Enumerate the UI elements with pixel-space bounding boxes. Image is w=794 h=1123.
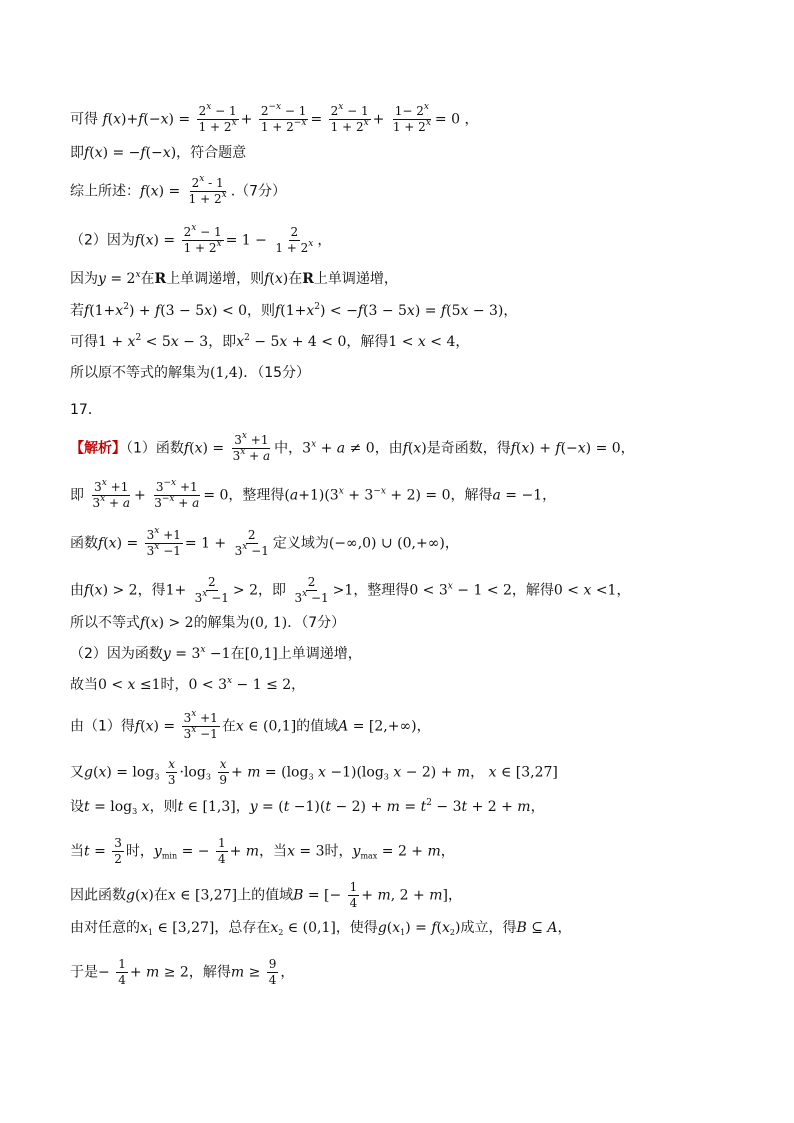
line-14: 所以不等式f(x) > 2的解集为(0, 1)．（7分）	[70, 615, 346, 631]
line-13: 由f(x) > 2，得1+ $\frac{2}{3^x -1}$ > 2，即 $\frac{2}{3^x -1}$ >1，整理得$0 < 3^x - 1 < 2$，解得0 < x <1，	[70, 575, 631, 605]
line-19: 设$t = \log_3 x$，则t ∈ [1,3]，$y = (t -1)(t - 2) + m = t^2 - 3t + 2 + m$，	[70, 798, 545, 816]
line-16: 故当0 < x ≤1时，$0 < 3^x - 1 \le 2$，	[70, 676, 306, 693]
line-8: 所以原不等式的解集为(1,4)．（15分）	[70, 365, 311, 381]
line-10: 【解析】（1）函数f(x) = $\frac{3^x +1}{3^x + a}$ 中，$3^x + a \ne 0$，由f(x)是奇函数，得f(x) + f(−x) = 0，	[70, 431, 635, 463]
line-22: 由对任意的$x_1$ ∈ [3,27]，总存在$x_2$ ∈ (0,1]，使得$g(x_1) = f(x_2)$成立，得B ⊆ A，	[70, 920, 572, 937]
fraction: $\frac{1- 2^x}{1 + 2^x}$	[392, 102, 431, 134]
line-15: （2）因为函数$y = 3^x -1$在[0,1]上单调递增，	[70, 645, 362, 662]
line-3: 综上所述：f(x) = $\frac{2^x - 1}{1 + 2^x}$ .（7分）	[70, 174, 287, 206]
line-9: 17．	[70, 402, 102, 418]
line-1: 可得 f(x)+f(−x) = $\frac{2^x - 1}{1 + 2^x}$ + $\frac{2^{-x} - 1}{1 + 2^{-x}}$ = $\frac{2^x - 1}{1 + 2^x}$ + $\frac{1- 2^x}{1 + 2^x}$ = 0 ，	[70, 102, 479, 134]
analysis-tag: 【解析】	[70, 440, 126, 457]
line-20: 当t = $\frac{3}{2}$ 时，$y_{min}$ = − $\frac{1}{4}$ + m，当x = 3时，$y_{max} = 2 + m$，	[70, 836, 455, 866]
line-6: 若$f(1+x^2) + f(3 - 5x) < 0$，则$f(1+x^2) < -f(3 - 5x) = f(5x - 3)$，	[70, 302, 518, 319]
line-2: 即f(x) = −f(−x)，符合题意	[70, 145, 247, 161]
fraction: $\frac{2^x - 1}{1 + 2^x}$	[198, 102, 237, 134]
line-23: 于是− $\frac{1}{4}$ + m ≥ 2，解得m ≥ $\frac{9}{4}$ ，	[70, 957, 295, 987]
line-7: 可得$1 + x^2 < 5x - 3$，即$x^2 - 5x + 4 < 0$，解得1 < x < 4，	[70, 333, 470, 350]
line-21: 因此函数g(x)在x ∈ [3,27]上的值域B = [− $\frac{1}{4}$ + m, 2 + m]，	[70, 880, 462, 910]
line-12: 函数f(x) = $\frac{3^x +1}{3^x -1}$ = 1 + $\frac{2}{3^x -1}$ 定义域为(−∞,0) ∪ (0,+∞)，	[70, 526, 459, 558]
fraction: $\frac{2^{-x} - 1}{1 + 2^{-x}}$	[260, 102, 307, 134]
line-5: 因为$y = 2^x$在R上单调递增，则f(x)在R上单调递增，	[70, 270, 398, 287]
line-18: 又$g(x) = \log_3$ $\frac{x}{3}$ $\cdot\log_3$ $\frac{x}{9}$ + $m = (\log_3$ $x -1)(\log_3$ x − 2) + m， x ∈ [3,27]	[70, 757, 558, 787]
text: 可得	[70, 111, 98, 128]
line-4: （2）因为f(x) = $\frac{2^x - 1}{1 + 2^x}$ = 1 − $\frac{2}{1 + 2^x}$ ，	[70, 223, 332, 255]
fraction: $\frac{2^x - 1}{1 + 2^x}$	[330, 102, 369, 134]
line-11: 即 $\frac{3^x +1}{3^x + a}$ + $\frac{3^{-x} +1}{3^{-x} + a}$ = 0，整理得$(a+1)(3^x + 3^{-x} + 2) = 0$，解得a = −1，	[70, 478, 557, 510]
line-17: 由（1）得f(x) = $\frac{3^x +1}{3^x -1}$ 在x ∈ (0,1]的值域A = [2,+∞)，	[70, 709, 431, 741]
